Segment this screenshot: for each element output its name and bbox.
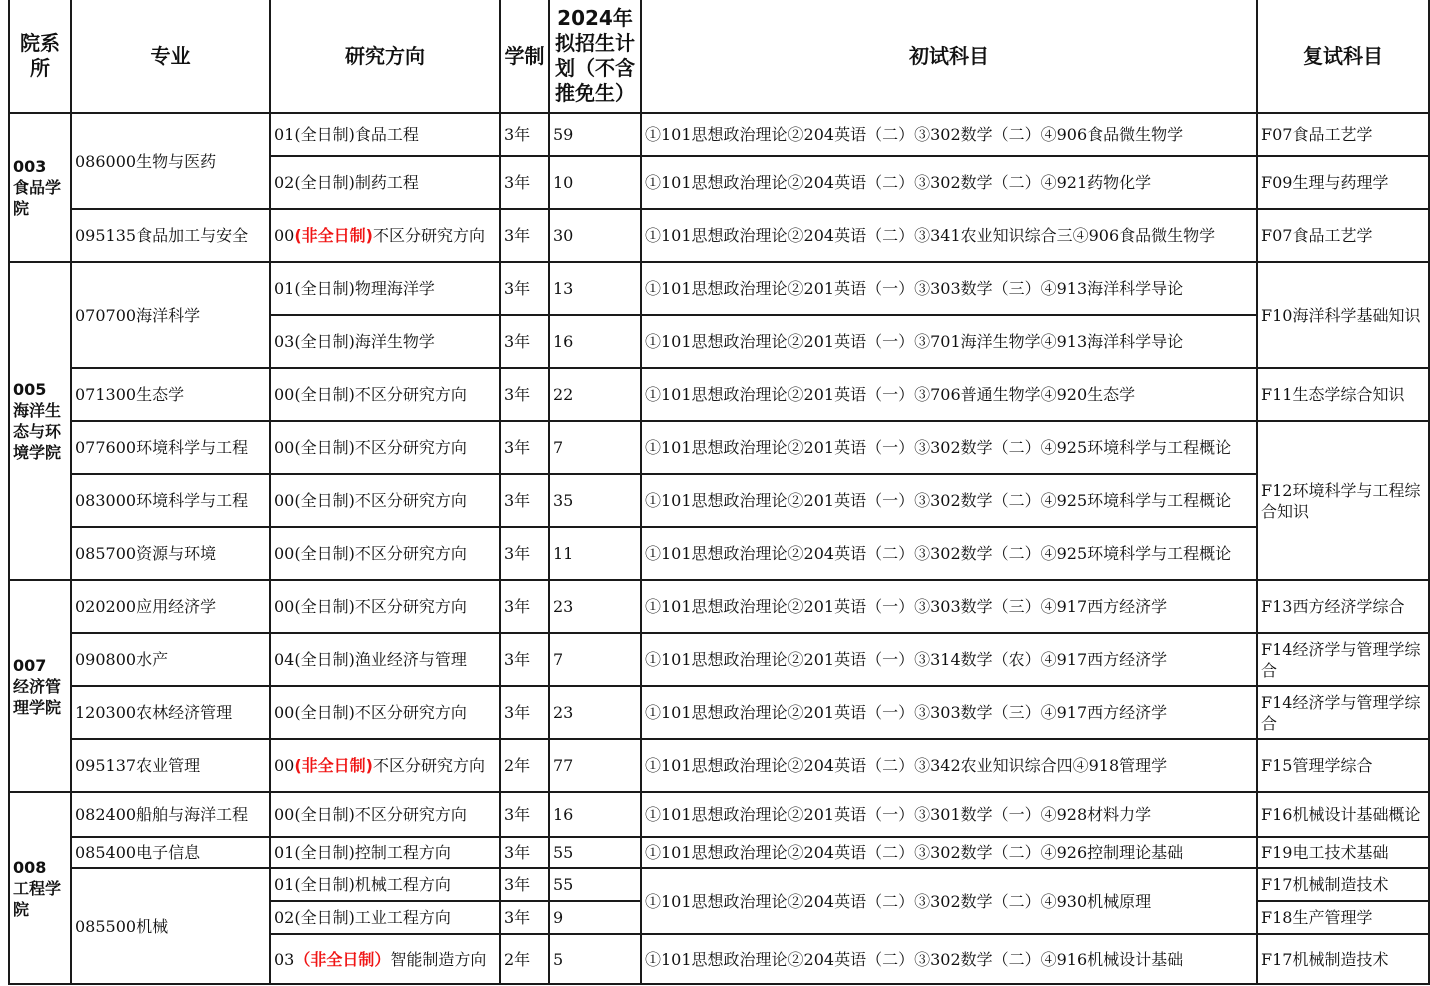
direction-cell: [270, 739, 500, 792]
direction-cell: [270, 527, 500, 580]
major-cell: 085500机械: [71, 868, 270, 984]
duration-cell: 3年: [500, 315, 549, 368]
duration-cell: 3年: [500, 580, 549, 633]
study-mode: (全日制): [294, 875, 355, 894]
direction-name: 不区分研究方向: [373, 226, 486, 245]
direction-name: 不区分研究方向: [354, 544, 467, 563]
table-row: [9, 368, 1429, 421]
direction-cell: [270, 837, 500, 868]
direction-code: 03: [274, 949, 295, 969]
header-duration: 学制: [500, 0, 549, 113]
retest-cell: F12环境科学与工程综合知识: [1257, 421, 1429, 580]
major-cell: 082400船舶与海洋工程: [71, 792, 270, 837]
direction-name: 制药工程: [354, 173, 419, 192]
direction-cell: [270, 901, 500, 934]
direction-code: 00: [274, 805, 295, 824]
direction-code: 01: [274, 279, 295, 298]
retest-cell: F07食品工艺学: [1257, 113, 1429, 156]
direction-name: 不区分研究方向: [354, 438, 467, 457]
header-initial-exam: 初试科目: [641, 0, 1257, 113]
study-mode: (全日制): [294, 279, 355, 298]
major-cell: 090800水产: [71, 633, 270, 686]
table-row: [9, 580, 1429, 633]
department-name: 海洋生态与环境学院: [13, 401, 62, 462]
major-cell: 120300农林经济管理: [71, 686, 270, 739]
initial-exam-cell: ①101思想政治理论②204英语（二）③302数学（二）④906食品微生物学: [641, 113, 1257, 156]
study-mode: (全日制): [294, 332, 355, 351]
department-name: 工程学院: [13, 878, 62, 919]
duration-cell: 3年: [500, 792, 549, 837]
duration-cell: 3年: [500, 686, 549, 739]
department-name: 食品学院: [13, 178, 62, 218]
direction-cell: [270, 934, 500, 984]
department-name: 经济管理学院: [13, 676, 62, 717]
duration-cell: 3年: [500, 837, 549, 868]
direction-code: 00: [274, 226, 295, 245]
major-cell: 083000环境科学与工程: [71, 474, 270, 527]
retest-cell: F13西方经济学综合: [1257, 580, 1429, 633]
study-mode: (全日制): [294, 385, 355, 404]
header-row: [9, 0, 1429, 113]
direction-code: 01: [274, 875, 295, 894]
study-mode: (全日制): [294, 173, 355, 192]
department-cell: [9, 113, 71, 262]
quota-cell: 11: [549, 527, 641, 580]
initial-exam-cell: ①101思想政治理论②201英语（一）③701海洋生物学④913海洋科学导论: [641, 315, 1257, 368]
direction-name: 物理海洋学: [354, 279, 435, 298]
duration-cell: 3年: [500, 262, 549, 315]
direction-name: 渔业经济与管理: [354, 650, 467, 669]
direction-code: 00: [274, 756, 295, 775]
retest-cell: F16机械设计基础概论: [1257, 792, 1429, 837]
initial-exam-cell: ①101思想政治理论②204英语（二）③302数学（二）④925环境科学与工程概论: [641, 527, 1257, 580]
table-row: [9, 113, 1429, 156]
duration-cell: 3年: [500, 633, 549, 686]
direction-name: 不区分研究方向: [354, 805, 467, 824]
direction-cell: [270, 633, 500, 686]
department-cell: [9, 580, 71, 792]
study-mode-part-time: (非全日制): [294, 756, 373, 775]
direction-cell: [270, 686, 500, 739]
department-code: 008: [13, 857, 47, 877]
direction-code: 01: [274, 843, 295, 862]
retest-cell: F11生态学综合知识: [1257, 368, 1429, 421]
study-mode: (全日制): [294, 843, 355, 862]
table-row: [9, 633, 1429, 686]
direction-code: 00: [274, 544, 295, 563]
major-cell: 095135食品加工与安全: [71, 209, 270, 262]
study-mode-part-time: (非全日制): [294, 226, 373, 245]
initial-exam-cell: ①101思想政治理论②201英语（一）③302数学（二）④925环境科学与工程概论: [641, 474, 1257, 527]
table-row: [9, 209, 1429, 262]
initial-exam-cell: ①101思想政治理论②204英语（二）③302数学（二）④930机械原理: [641, 868, 1257, 934]
study-mode: (全日制): [294, 438, 355, 457]
quota-cell: 7: [549, 633, 641, 686]
direction-code: 00: [274, 491, 295, 510]
table-row: [9, 739, 1429, 792]
initial-exam-cell: ①101思想政治理论②201英语（一）③301数学（一）④928材料力学: [641, 792, 1257, 837]
department-code: 007: [13, 655, 47, 675]
study-mode: (全日制): [294, 125, 355, 144]
direction-code: 02: [274, 908, 295, 927]
direction-name: 机械工程方向: [354, 875, 451, 894]
duration-cell: 3年: [500, 368, 549, 421]
header-department: 院系所: [9, 0, 71, 113]
direction-cell: [270, 792, 500, 837]
duration-cell: 3年: [500, 421, 549, 474]
department-code: 003: [13, 157, 47, 176]
duration-cell: 2年: [500, 934, 549, 984]
table-row: [9, 474, 1429, 527]
duration-cell: 3年: [500, 209, 549, 262]
duration-cell: 3年: [500, 156, 549, 209]
initial-exam-cell: ①101思想政治理论②201英语（一）③314数学（农）④917西方经济学: [641, 633, 1257, 686]
major-cell: 085700资源与环境: [71, 527, 270, 580]
retest-cell: F10海洋科学基础知识: [1257, 262, 1429, 368]
retest-cell: F17机械制造技术: [1257, 868, 1429, 901]
quota-cell: 23: [549, 686, 641, 739]
initial-exam-cell: ①101思想政治理论②201英语（一）③706普通生物学④920生态学: [641, 368, 1257, 421]
major-cell: 071300生态学: [71, 368, 270, 421]
major-cell: 095137农业管理: [71, 739, 270, 792]
direction-cell: [270, 113, 500, 156]
header-major: 专业: [71, 0, 270, 113]
header-direction: 研究方向: [270, 0, 500, 113]
direction-cell: [270, 580, 500, 633]
direction-code: 00: [274, 438, 295, 457]
quota-cell: 35: [549, 474, 641, 527]
major-cell: 070700海洋科学: [71, 262, 270, 368]
study-mode: (全日制): [294, 544, 355, 563]
duration-cell: 3年: [500, 901, 549, 934]
duration-cell: 2年: [500, 739, 549, 792]
quota-cell: 22: [549, 368, 641, 421]
retest-cell: F19电工技术基础: [1257, 837, 1429, 868]
table-row: [9, 792, 1429, 837]
study-mode: (全日制): [294, 908, 355, 927]
direction-code: 00: [274, 385, 295, 404]
initial-exam-cell: ①101思想政治理论②204英语（二）③302数学（二）④916机械设计基础: [641, 934, 1257, 984]
admission-plan-table: [8, 0, 1430, 985]
major-cell: 086000生物与医药: [71, 113, 270, 209]
duration-cell: 3年: [500, 868, 549, 901]
direction-code: 00: [274, 703, 295, 722]
direction-code: 03: [274, 332, 295, 351]
initial-exam-cell: ①101思想政治理论②201英语（一）③303数学（三）④917西方经济学: [641, 686, 1257, 739]
duration-cell: 3年: [500, 474, 549, 527]
initial-exam-cell: ①101思想政治理论②204英语（二）③302数学（二）④926控制理论基础: [641, 837, 1257, 868]
direction-cell: [270, 209, 500, 262]
quota-cell: 16: [549, 315, 641, 368]
initial-exam-cell: ①101思想政治理论②201英语（一）③302数学（二）④925环境科学与工程概论: [641, 421, 1257, 474]
direction-code: 00: [274, 597, 295, 616]
retest-cell: F14经济学与管理学综合: [1257, 633, 1429, 686]
major-cell: 085400电子信息: [71, 837, 270, 868]
header-retest: 复试科目: [1257, 0, 1429, 113]
duration-cell: 3年: [500, 113, 549, 156]
quota-cell: 5: [549, 934, 641, 984]
quota-cell: 55: [549, 868, 641, 901]
direction-name: 工业工程方向: [354, 908, 451, 927]
retest-cell: F15管理学综合: [1257, 739, 1429, 792]
retest-cell: F14经济学与管理学综合: [1257, 686, 1429, 739]
study-mode: (全日制): [294, 650, 355, 669]
direction-code: 04: [274, 650, 295, 669]
department-cell: [9, 262, 71, 580]
table-row: [9, 686, 1429, 739]
direction-cell: [270, 868, 500, 901]
direction-name: 不区分研究方向: [373, 756, 486, 775]
table-row: [9, 527, 1429, 580]
initial-exam-cell: ①101思想政治理论②204英语（二）③342农业知识综合四④918管理学: [641, 739, 1257, 792]
initial-exam-cell: ①101思想政治理论②201英语（一）③303数学（三）④913海洋科学导论: [641, 262, 1257, 315]
direction-cell: [270, 262, 500, 315]
quota-cell: 30: [549, 209, 641, 262]
quota-cell: 77: [549, 739, 641, 792]
quota-cell: 16: [549, 792, 641, 837]
initial-exam-cell: ①101思想政治理论②201英语（一）③303数学（三）④917西方经济学: [641, 580, 1257, 633]
study-mode-part-time: （非全日制）: [294, 949, 391, 969]
direction-code: 02: [274, 173, 295, 192]
direction-code: 01: [274, 125, 295, 144]
quota-cell: 9: [549, 901, 641, 934]
direction-cell: [270, 421, 500, 474]
direction-name: 不区分研究方向: [354, 385, 467, 404]
retest-cell: F09生理与药理学: [1257, 156, 1429, 209]
table-row: [9, 837, 1429, 868]
duration-cell: 3年: [500, 527, 549, 580]
initial-exam-cell: ①101思想政治理论②204英语（二）③341农业知识综合三④906食品微生物学: [641, 209, 1257, 262]
quota-cell: 23: [549, 580, 641, 633]
table-row: [9, 262, 1429, 315]
quota-cell: 10: [549, 156, 641, 209]
direction-cell: [270, 368, 500, 421]
direction-cell: [270, 156, 500, 209]
direction-name: 智能制造方向: [390, 949, 487, 969]
major-cell: 077600环境科学与工程: [71, 421, 270, 474]
direction-cell: [270, 474, 500, 527]
study-mode: (全日制): [294, 491, 355, 510]
quota-cell: 59: [549, 113, 641, 156]
header-quota: 2024年拟招生计划（不含推免生）: [549, 0, 641, 113]
direction-name: 不区分研究方向: [354, 597, 467, 616]
initial-exam-cell: ①101思想政治理论②204英语（二）③302数学（二）④921药物化学: [641, 156, 1257, 209]
major-cell: 020200应用经济学: [71, 580, 270, 633]
quota-cell: 13: [549, 262, 641, 315]
direction-name: 不区分研究方向: [354, 703, 467, 722]
department-code: 005: [13, 380, 47, 399]
retest-cell: F17机械制造技术: [1257, 934, 1429, 984]
quota-cell: 55: [549, 837, 641, 868]
table-row: [9, 868, 1429, 901]
direction-name: 海洋生物学: [354, 332, 435, 351]
table-row: [9, 421, 1429, 474]
quota-cell: 7: [549, 421, 641, 474]
direction-cell: [270, 315, 500, 368]
direction-name: 食品工程: [354, 125, 419, 144]
direction-name: 不区分研究方向: [354, 491, 467, 510]
study-mode: (全日制): [294, 597, 355, 616]
study-mode: (全日制): [294, 703, 355, 722]
retest-cell: F07食品工艺学: [1257, 209, 1429, 262]
retest-cell: F18生产管理学: [1257, 901, 1429, 934]
department-cell: [9, 792, 71, 984]
direction-name: 控制工程方向: [354, 843, 451, 862]
study-mode: (全日制): [294, 805, 355, 824]
